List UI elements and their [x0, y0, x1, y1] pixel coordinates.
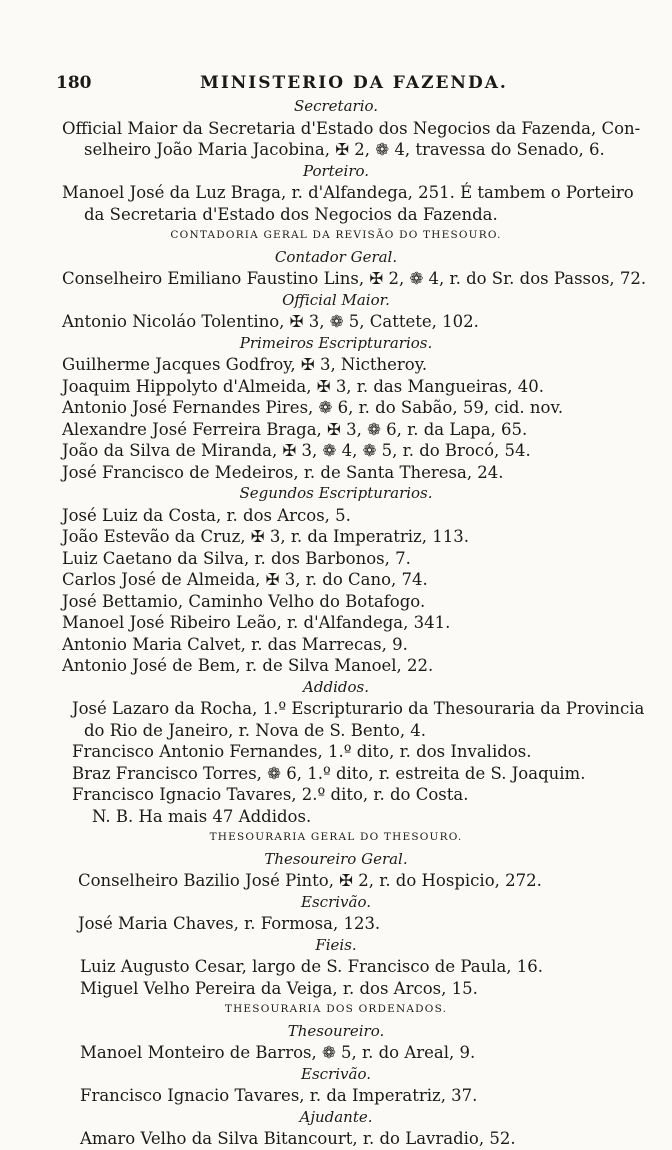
page-body: [0, 96, 672, 1150]
section-heading: Escrivão.: [301, 892, 371, 911]
section-heading: Thesoureiro Geral.: [264, 849, 408, 868]
text-line-continuation: selheiro João Maria Jacobina, ✠ 2, ❁ 4, travessa do Senado, 6.: [84, 140, 605, 159]
text-line: Francisco Ignacio Tavares, 2.º dito, r. do Costa.: [72, 785, 469, 804]
section-heading: Porteiro.: [302, 161, 370, 180]
section-heading: Official Maior.: [282, 290, 390, 309]
section-heading: Thesoureiro.: [287, 1021, 385, 1040]
text-line: Manoel Monteiro de Barros, ❁ 5, r. do Areal, 9.: [80, 1043, 476, 1062]
section-heading: Addidos.: [303, 677, 369, 696]
section-heading: Primeiros Escripturarios.: [239, 333, 433, 352]
note-line: N. B. Ha mais 47 Addidos.: [92, 806, 312, 826]
section-heading: Segundos Escripturarios.: [239, 484, 433, 502]
text-line: José Maria Chaves, r. Formosa, 123.: [78, 914, 381, 933]
text-line: Conselheiro Emiliano Faustino Lins, ✠ 2, ❁ 4, r. do Sr. dos Passos, 72.: [62, 269, 647, 288]
text-line: Antonio José Fernandes Pires, ❁ 6, r. do Sabão, 59, cid. nov.: [62, 398, 564, 417]
text-line: Francisco Ignacio Tavares, r. da Imperatriz, 37.: [80, 1086, 478, 1105]
text-line: Guilherme Jacques Godfroy, ✠ 3, Nictheroy.: [62, 355, 428, 374]
text-line: Antonio José de Bem, r. de Silva Manoel, 22.: [62, 656, 434, 675]
text-line: Francisco Antonio Fernandes, 1.º dito, r. dos Invalidos.: [72, 742, 532, 761]
page-number: 180: [56, 73, 92, 93]
division-title: THESOURARIA DOS ORDENADOS.: [224, 1003, 448, 1015]
section-heading: Secretario.: [293, 97, 379, 115]
section-heading: Contador Geral.: [274, 247, 398, 266]
text-line: José Bettamio, Caminho Velho do Botafogo.: [62, 591, 426, 611]
section-heading: Escrivão.: [301, 1064, 371, 1083]
text-line: Carlos José de Almeida, ✠ 3, r. do Cano, 74.: [62, 570, 428, 589]
text-line: José Lazaro da Rocha, 1.º Escripturario da Thesouraria da Provincia: [72, 699, 645, 718]
text-line: Conselheiro Bazilio José Pinto, ✠ 2, r. do Hospicio, 272.: [78, 871, 542, 890]
text-line: Miguel Velho Pereira da Veiga, r. dos Arcos, 15.: [80, 978, 478, 998]
text-line: Antonio Maria Calvet, r. das Marrecas, 9.: [62, 634, 408, 654]
text-line-continuation: do Rio de Janeiro, r. Nova de S. Bento, 4.: [84, 720, 427, 740]
text-line: Luiz Augusto Cesar, largo de S. Francisco de Paula, 16.: [80, 957, 544, 976]
text-line: José Francisco de Medeiros, r. de Santa Theresa, 24.: [62, 462, 504, 482]
division-title: THESOURARIA GERAL DO THESOURO.: [209, 831, 463, 843]
text-line: Amaro Velho da Silva Bitancourt, r. do Lavradio, 52.: [80, 1129, 516, 1148]
section-heading: Fieis.: [315, 935, 357, 954]
text-line: João da Silva de Miranda, ✠ 3, ❁ 4, ❁ 5, r. do Brocó, 54.: [62, 441, 531, 460]
text-line: Joaquim Hippolyto d'Almeida, ✠ 3, r. das Mangueiras, 40.: [62, 376, 544, 396]
text-line: José Luiz da Costa, r. dos Arcos, 5.: [62, 505, 351, 525]
running-head: MINISTERIO DA FAZENDA.: [200, 73, 508, 93]
text-line: Official Maior da Secretaria d'Estado dos Negocios da Fazenda, Con-: [62, 118, 641, 138]
section-heading: Ajudante.: [299, 1107, 373, 1126]
text-line: João Estevão da Cruz, ✠ 3, r. da Imperatriz, 113.: [62, 527, 469, 546]
text-line: Manoel José Ribeiro Leão, r. d'Alfandega, 341.: [62, 613, 451, 632]
division-title: CONTADORIA GERAL DA REVISÃO DO THESOURO.: [170, 229, 502, 241]
text-line: Manoel José da Luz Braga, r. d'Alfandega, 251. É tambem o Porteiro: [62, 183, 634, 202]
text-line: Alexandre José Ferreira Braga, ✠ 3, ❁ 6, r. da Lapa, 65.: [62, 419, 528, 439]
text-line: Luiz Caetano da Silva, r. dos Barbonos, 7.: [62, 548, 411, 568]
text-line: Antonio Nicoláo Tolentino, ✠ 3, ❁ 5, Cattete, 102.: [62, 312, 479, 331]
text-line: Braz Francisco Torres, ❁ 6, 1.º dito, r. estreita de S. Joaquim.: [72, 763, 586, 783]
text-line-continuation: da Secretaria d'Estado dos Negocios da Fazenda.: [84, 204, 498, 224]
